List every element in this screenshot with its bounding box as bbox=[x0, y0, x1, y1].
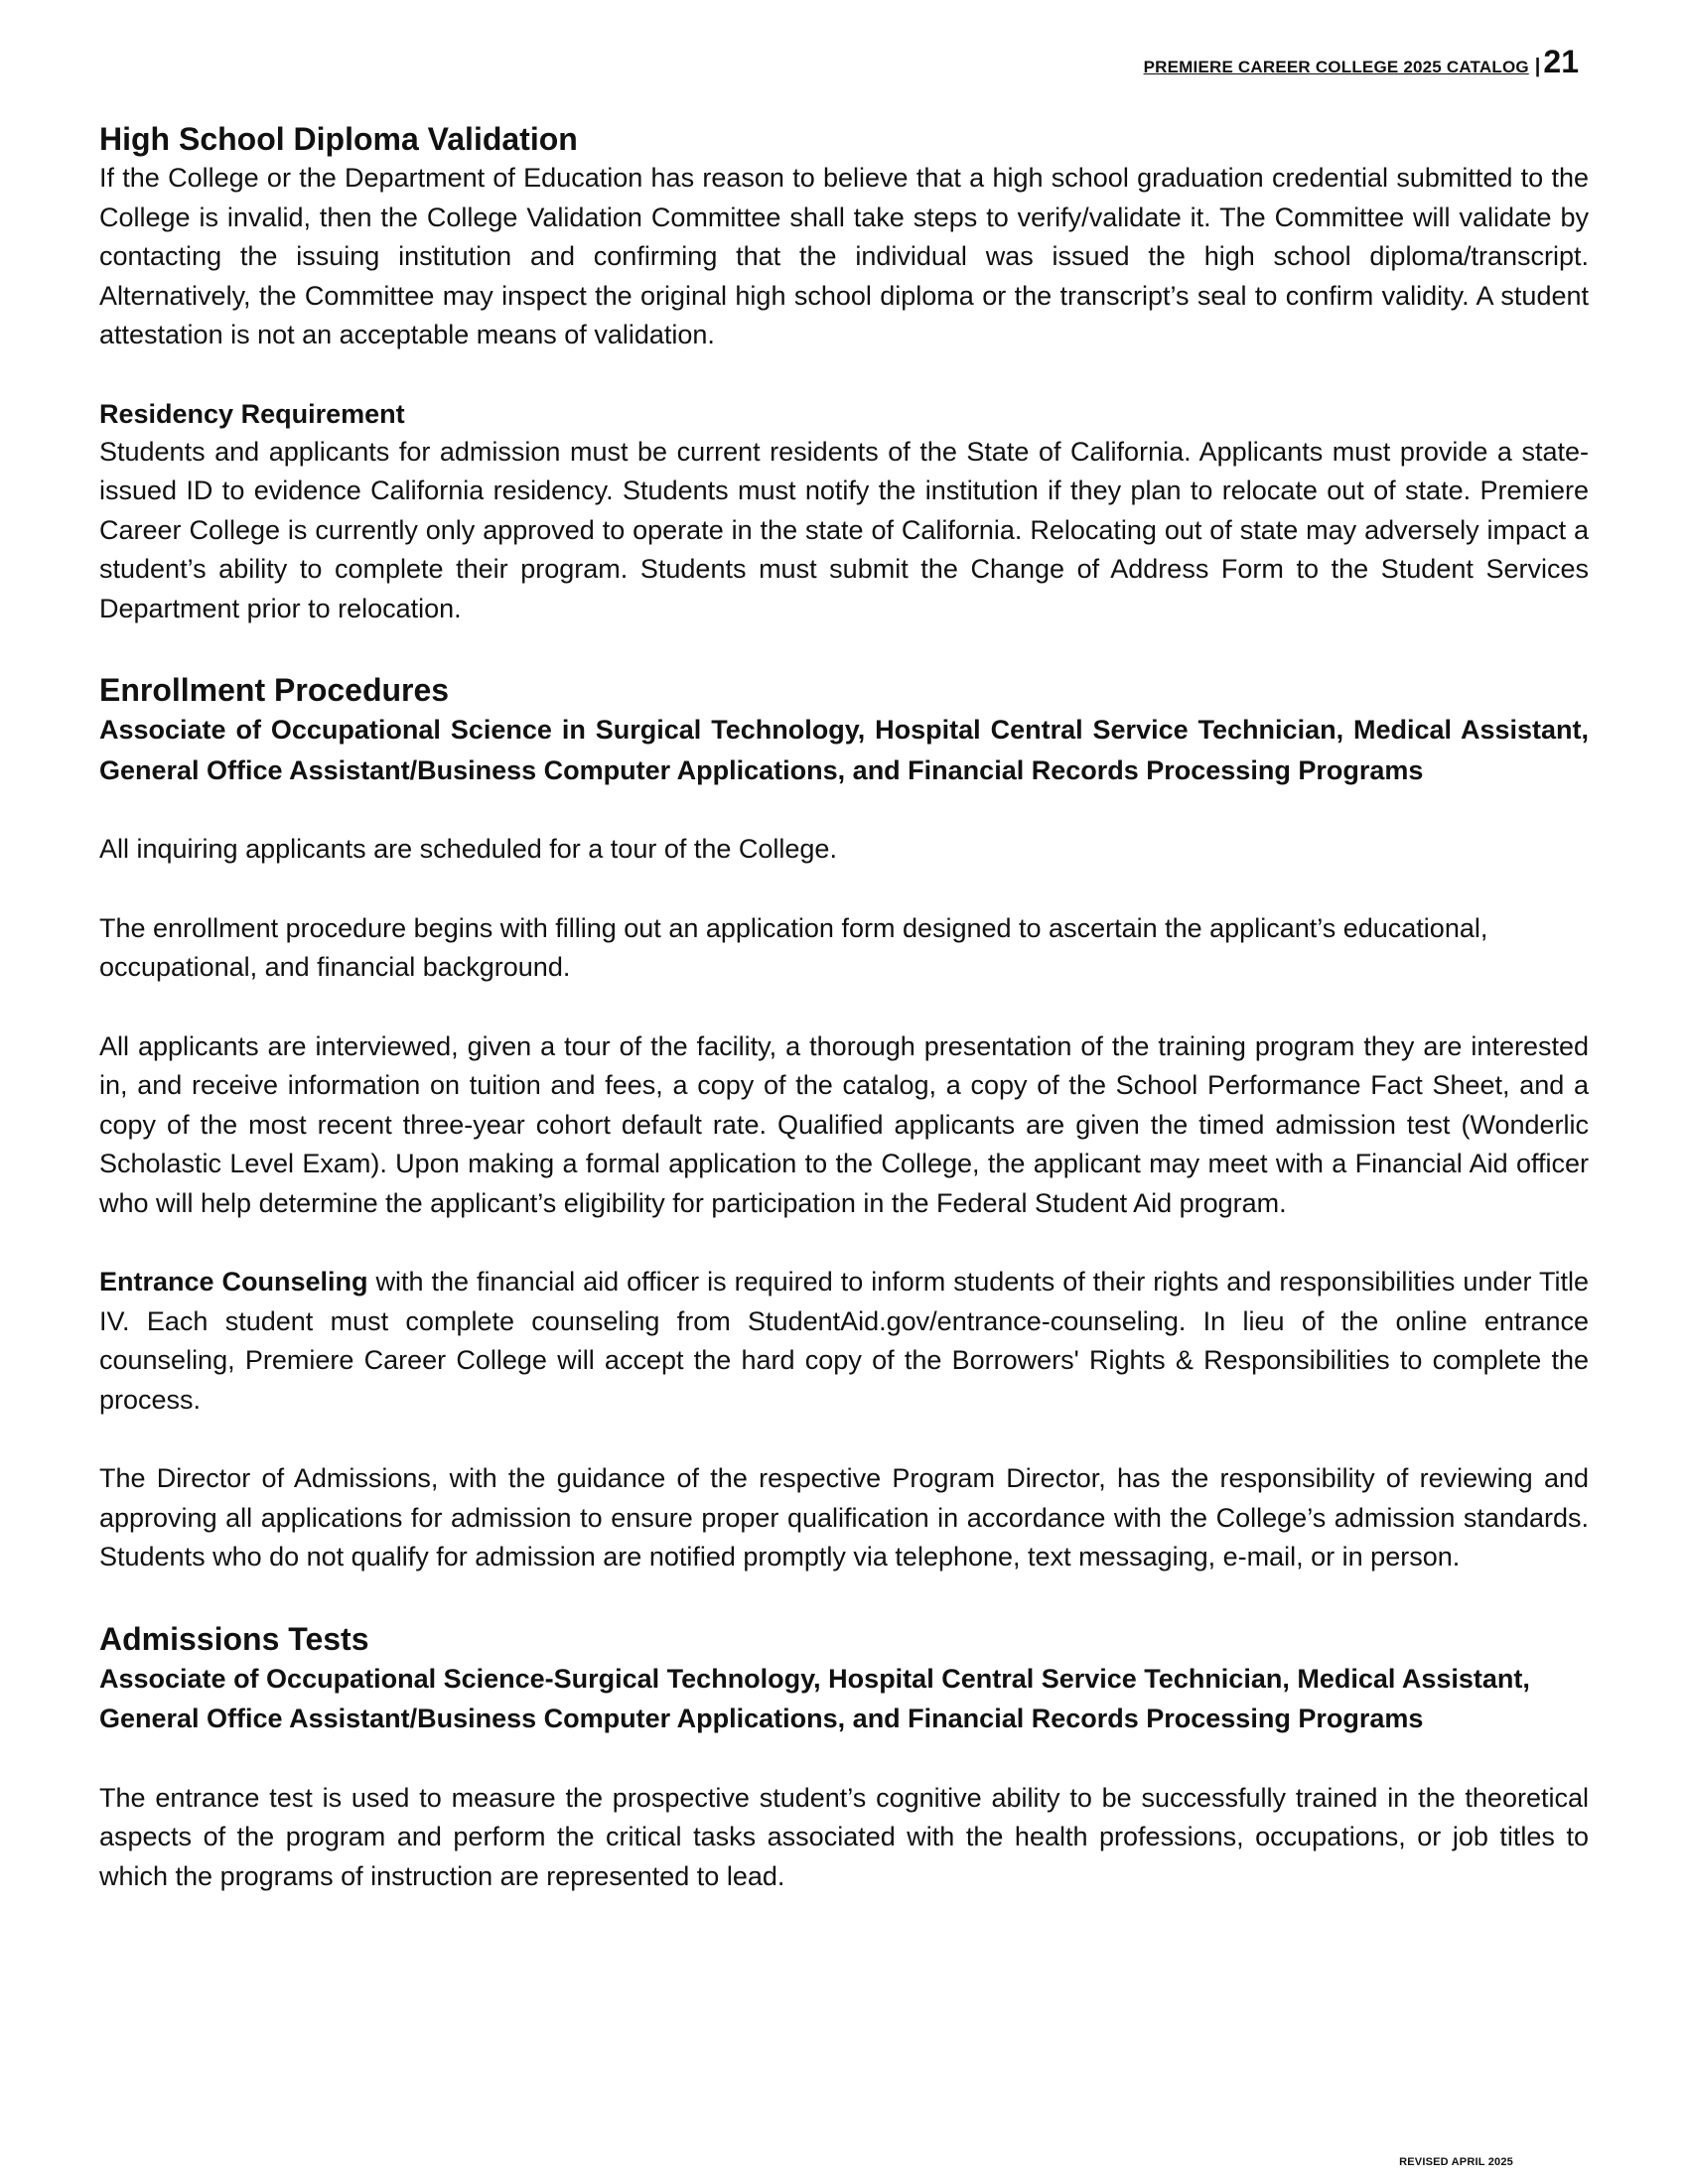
section-enrollment-procedures bbox=[99, 670, 1589, 1577]
page-header bbox=[993, 44, 1579, 80]
paragraph: The entrance test is used to measure the prospective student’s cognitive ability to be successfully trained in the theoretical aspects of the program and perform the critical tasks associated with the health professions, occupations, or job titles to which the programs of instruction are represented to lead. bbox=[99, 1782, 1589, 1891]
subsection-heading: Residency Requirement bbox=[99, 398, 405, 429]
paragraph: The Director of Admissions, with the guidance of the respective Program Director, has the responsibility of reviewing and approving all applications for admission to ensure proper qualification in accordance with the College’s admission standards. Students who do not qualify for admission are notified promptly via telephone, text messaging, e-mail, or in person. bbox=[99, 1463, 1589, 1571]
paragraph: If the College or the Department of Education has reason to believe that a high school graduation credential submitted to the College is invalid, then the College Validation Committee shall take steps to verify/validate it. The Committee will validate by contacting the issuing institution and confirming that the individual was issued the high school diploma/transcript. Alternatively, the Committee may inspect the original high school diploma or the transcript’s seal to confirm validity. A student attestation is not an acceptable means of validation. bbox=[99, 163, 1589, 349]
paragraph: Students and applicants for admission must be current residents of the State of California. Applicants must provide a state-issued ID to evidence California residency. Students must notify the institution if they plan to relocate out of state. Premiere Career College is currently only approved to operate in the state of California. Relocating out of state may adversely impact a student’s ability to complete their program. Students must submit the Change of Address Form to the Student Services Department prior to relocation. bbox=[99, 436, 1589, 623]
section-heading: High School Diploma Validation bbox=[99, 121, 578, 157]
page-content bbox=[99, 119, 1589, 1896]
program-list: Associate of Occupational Science in Surgical Technology, Hospital Central Service Technician, Medical Assistant, General Office Assistant/Business Computer Applications, and Financial Records Processing Programs bbox=[99, 715, 1589, 785]
paragraph: All inquiring applicants are scheduled for a tour of the College. bbox=[99, 834, 837, 864]
entrance-counseling-text: with the financial aid officer is required to inform students of their rights and responsibilities under Title IV. Each student must complete counseling from StudentAid.gov/entrance-counseling. In lieu of the online entrance counseling, Premiere Career College will accept the hard copy of the Borrowers' Rights & Responsibilities to complete the process. bbox=[99, 1267, 1589, 1415]
paragraph: The enrollment procedure begins with filling out an application form designed to ascertain the applicant’s educational, occupational, and financial background. bbox=[99, 912, 1488, 982]
section-residency-requirement bbox=[99, 395, 1589, 629]
paragraph: All applicants are interviewed, given a tour of the facility, a thorough presentation of the training program they are interested in, and receive information on tuition and fees, a copy of the catalog, a copy of the School Performance Fact Sheet, and a copy of the most recent three-year cohort default rate. Qualified applicants are given the timed admission test (Wonderlic Scholastic Level Exam). Upon making a formal application to the College, the applicant may meet with a Financial Aid officer who will help determine the applicant’s eligibility for participation in the Federal Student Aid program. bbox=[99, 1030, 1589, 1218]
program-list: Associate of Occupational Science-Surgical Technology, Hospital Central Service Technician, Medical Assistant, General Office Assistant/Business Computer Applications, and Financial Records Processing Programs bbox=[99, 1663, 1530, 1733]
revision-note: REVISED APRIL 2025 bbox=[1399, 2156, 1513, 2168]
section-heading: Admissions Tests bbox=[99, 1620, 369, 1657]
page-number: 21 bbox=[1543, 44, 1579, 79]
header-separator: | bbox=[1534, 56, 1541, 77]
section-hs-diploma-validation bbox=[99, 119, 1589, 355]
entrance-counseling-label: Entrance Counseling bbox=[99, 1267, 368, 1297]
entrance-counseling-paragraph bbox=[99, 1263, 1589, 1420]
section-heading: Enrollment Procedures bbox=[99, 672, 450, 708]
catalog-title: PREMIERE CAREER COLLEGE 2025 CATALOG bbox=[1143, 58, 1529, 76]
section-admissions-tests bbox=[99, 1619, 1589, 1897]
